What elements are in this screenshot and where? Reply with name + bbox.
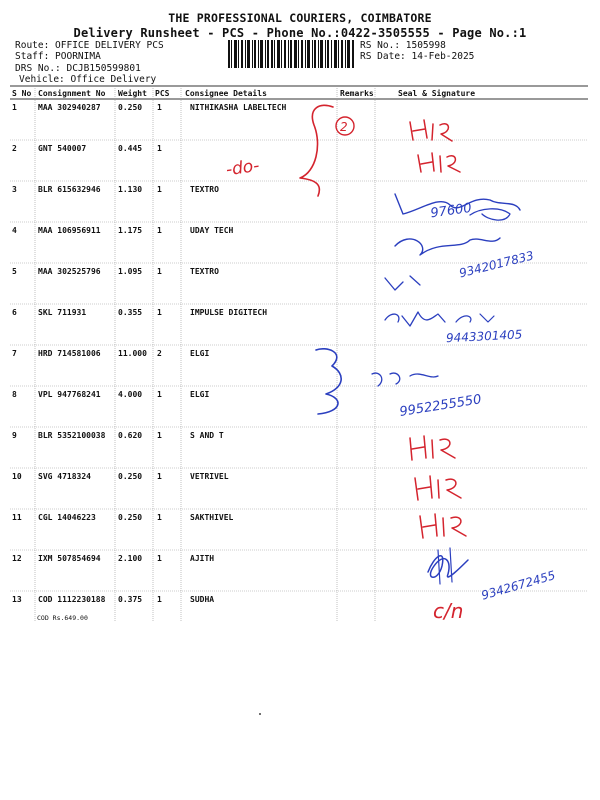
row-consignment-no: CGL 14046223: [38, 513, 96, 522]
row-consignee: VETRIVEL: [190, 472, 229, 481]
row-consignment-no: MAA 302940287: [38, 103, 101, 112]
handwritten-do-mark: -do-: [224, 155, 261, 181]
handwritten-cln-mark: c/n: [433, 599, 464, 623]
row-weight: 0.620: [118, 431, 143, 440]
row-consignee: AJITH: [190, 554, 215, 563]
row-pcs: 1: [157, 308, 162, 317]
row-pcs: 1: [157, 472, 162, 481]
column-header-weight: Weight: [118, 89, 147, 98]
row-weight: 0.355: [118, 308, 143, 317]
row-consignee: TEXTRO: [190, 267, 219, 276]
column-header-consignee: Consignee Details: [185, 89, 267, 98]
row-pcs: 1: [157, 103, 162, 112]
handwritten-phone-row4: 9342017833: [457, 248, 536, 281]
row-sno: 4: [12, 226, 17, 235]
row-consignee: UDAY TECH: [190, 226, 234, 235]
row-consignee: S AND T: [190, 431, 224, 440]
route-label: Route: OFFICE DELIVERY PCS: [15, 40, 164, 51]
row-pcs: 1: [157, 226, 162, 235]
row-weight: 1.175: [118, 226, 143, 235]
row-pcs: 1: [157, 390, 162, 399]
row-consignee: IMPULSE DIGITECH: [190, 308, 268, 317]
row-weight: 11.000: [118, 349, 147, 358]
row-consignee: SUDHA: [190, 595, 215, 604]
row-consignee: ELGI: [190, 390, 210, 399]
company-title: THE PROFESSIONAL COURIERS, COIMBATORE: [168, 11, 432, 25]
row-sno: 11: [12, 513, 22, 522]
row-sno: 7: [12, 349, 17, 358]
row-consignment-no: BLR 5352100038: [38, 431, 106, 440]
stray-mark: [259, 713, 261, 715]
handwritten-phone-row8: 9952255550: [398, 392, 483, 420]
row-sno: 13: [12, 595, 22, 604]
row-weight: 0.445: [118, 144, 143, 153]
row-weight: 0.375: [118, 595, 143, 604]
row-consignee: SAKTHIVEL: [190, 513, 234, 522]
row-pcs: 1: [157, 431, 162, 440]
row-sno: 9: [12, 431, 17, 440]
row-weight: 1.095: [118, 267, 143, 276]
handwritten-number-row3: 97600: [429, 200, 473, 222]
handwritten-phone-row12: 9342672455: [479, 568, 557, 603]
row-consignment-no: MAA 106956911: [38, 226, 101, 235]
row-sno: 3: [12, 185, 17, 194]
rs-date: RS Date: 14-Feb-2025: [360, 51, 475, 62]
row-sno: 10: [12, 472, 22, 481]
drs-number: DRS No.: DCJB150599801: [15, 63, 141, 74]
row-consignee: TEXTRO: [190, 185, 219, 194]
row-consignment-no: COD 1112230188: [38, 595, 106, 604]
row-weight: 0.250: [118, 513, 143, 522]
row-pcs: 1: [157, 595, 162, 604]
row-consignment-no: MAA 302525796: [38, 267, 101, 276]
column-header-consignment: Consignment No: [38, 89, 106, 98]
row-pcs: 1: [157, 144, 162, 153]
row-pcs: 2: [157, 349, 162, 358]
vehicle-label: Vehicle: Office Delivery: [19, 74, 157, 85]
row-consignee: ELGI: [190, 349, 210, 358]
rs-number: RS No.: 1505998: [360, 40, 446, 51]
row-sno: 8: [12, 390, 17, 399]
row-consignment-no: BLR 615632946: [38, 185, 101, 194]
row-sno: 1: [12, 103, 17, 112]
column-header-seal-signature: Seal & Signature: [398, 89, 476, 98]
column-header-remarks: Remarks: [340, 89, 374, 98]
row-consignment-no: GNT 540007: [38, 144, 87, 153]
row-sno: 12: [12, 554, 22, 563]
row-pcs: 1: [157, 267, 162, 276]
row-weight: 4.000: [118, 390, 143, 399]
row-sno: 5: [12, 267, 17, 276]
row-sno: 2: [12, 144, 17, 153]
row-consignment-no: SKL 711931: [38, 308, 87, 317]
handwritten-phone-row6: 9443301405: [445, 327, 523, 346]
row-sno: 6: [12, 308, 17, 317]
row-weight: 0.250: [118, 472, 143, 481]
column-header-sno: S No: [12, 89, 32, 98]
staff-label: Staff: POORNIMA: [15, 51, 101, 62]
column-header-pcs: PCS: [155, 89, 170, 98]
row-consignment-no: HRD 714581006: [38, 349, 101, 358]
row-pcs: 1: [157, 185, 162, 194]
row-weight: 0.250: [118, 103, 143, 112]
runsheet-subtitle: Delivery Runsheet - PCS - Phone No.:0422-3505555 - Page No.:1: [73, 26, 527, 40]
cod-amount-note: COD Rs.649.00: [37, 614, 88, 622]
row-weight: 1.130: [118, 185, 143, 194]
handwritten-circle-number: 2: [340, 120, 348, 134]
row-consignee: NITHIKASHA LABELTECH: [190, 103, 287, 112]
row-pcs: 1: [157, 513, 162, 522]
row-consignment-no: VPL 947768241: [38, 390, 101, 399]
row-consignment-no: IXM 507854694: [38, 554, 101, 563]
row-pcs: 1: [157, 554, 162, 563]
row-weight: 2.100: [118, 554, 143, 563]
row-consignment-no: SVG 4718324: [38, 472, 91, 481]
